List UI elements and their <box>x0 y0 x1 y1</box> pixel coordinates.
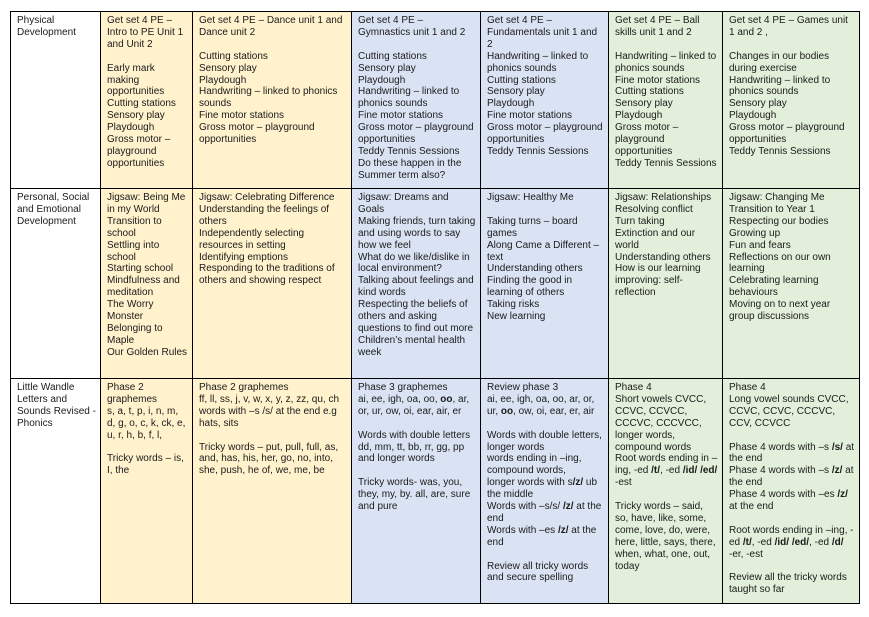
term-cell-spring-2 <box>481 12 609 189</box>
line-segment: at the end <box>729 441 855 465</box>
term-cell-spring-1 <box>352 379 481 604</box>
phoneme-text: /t/ <box>742 536 752 548</box>
cell-line: Fun and fears <box>729 239 791 251</box>
phoneme-text: /z/ <box>557 524 569 536</box>
cell-line: Understanding others <box>615 251 711 263</box>
cell-line: Celebrating learning behaviours <box>729 275 819 299</box>
line-segment: , -ed <box>809 536 832 548</box>
cell-line: Independently selecting resources in setting <box>199 227 305 251</box>
cell-paragraph <box>358 382 476 418</box>
cell-line: Gross motor – playground opportunities <box>199 122 315 146</box>
cell-content <box>193 189 351 378</box>
cell-line: Responding to the traditions of others and showing respect <box>199 263 335 287</box>
phoneme-text: oo <box>500 405 514 417</box>
cell-line: Handwriting – linked to phonics sounds <box>199 86 338 110</box>
line-segment: at the end <box>487 524 597 548</box>
cell-line <box>487 525 604 549</box>
cell-line: Playdough <box>107 122 155 134</box>
cell-line: Sensory play <box>487 86 545 98</box>
cell-line: Cutting stations <box>358 50 427 62</box>
cell-line: Teddy Tennis Sessions <box>729 145 831 157</box>
term-cell-summer-2 <box>723 379 860 604</box>
cell-line: Phase 3 graphemes <box>358 382 448 393</box>
phoneme-text: /ed/ <box>791 536 810 548</box>
cell-line: Respecting our bodies <box>729 215 829 227</box>
cell-paragraph <box>729 15 855 39</box>
cell-paragraph <box>615 501 718 572</box>
cell-line: Sensory play <box>199 62 257 74</box>
curriculum-table <box>10 11 860 604</box>
cell-paragraph <box>199 51 347 146</box>
line-segment: at the end <box>729 501 774 513</box>
cell-line: Jigsaw: Relationships <box>615 192 712 203</box>
cell-line: Get set 4 PE – Games unit 1 and 2 , <box>729 15 848 38</box>
cell-paragraph <box>729 442 855 513</box>
cell-paragraph <box>615 15 718 39</box>
cell-content <box>609 189 722 378</box>
term-cell-summer-2 <box>723 12 860 189</box>
cell-line: Gross motor – playground opportunities <box>107 134 171 169</box>
cell-line: Understanding the feelings of others <box>199 203 330 227</box>
line-segment: at the end <box>729 465 854 489</box>
cell-line: Growing up <box>729 227 781 239</box>
cell-line: Review all tricky words and secure spelling <box>487 560 589 584</box>
cell-line: ff, ll, ss, j, v, w, x, y, z, zz, qu, ch <box>199 393 340 405</box>
cell-paragraph <box>199 382 347 430</box>
line-segment: Words with –s/s/ <box>487 501 563 513</box>
cell-line: Sensory play <box>729 98 787 110</box>
cell-line <box>487 501 604 525</box>
area-label: Little Wandle Letters and Sounds Revised - Phonics <box>17 382 96 429</box>
line-segment: ai, ee, igh, oa, oo, ar, or, ur, <box>487 393 595 417</box>
cell-line: Handwriting – linked to phonics sounds <box>358 86 460 110</box>
cell-line: Moving on to next year group discussions <box>729 299 831 323</box>
cell-content <box>101 379 192 603</box>
cell-line: Taking risks <box>487 299 540 311</box>
term-cell-summer-1 <box>609 189 723 379</box>
cell-line: Cutting stations <box>615 86 684 98</box>
cell-line: Turn taking <box>615 215 665 227</box>
line-segment: , -ed <box>751 536 775 548</box>
cell-line: Gymnastics unit 1 and 2 <box>358 26 466 38</box>
cell-line: Jigsaw: Celebrating Difference <box>199 192 335 203</box>
cell-line: New learning <box>487 311 546 323</box>
area-label: Personal, Social and Emotional Development <box>17 192 90 227</box>
cell-paragraph <box>729 525 855 561</box>
cell-line: Identifying emptions <box>199 251 288 263</box>
term-cell-autumn-2 <box>193 379 352 604</box>
cell-paragraph <box>358 477 476 513</box>
cell-line <box>729 489 855 513</box>
cell-line: Review phase 3 <box>487 382 559 393</box>
cell-line: Fine motor stations <box>487 110 573 122</box>
cell-line: Fine motor stations <box>615 74 701 86</box>
cell-line: Fine motor stations <box>199 110 285 122</box>
cell-line: Understanding others <box>487 263 583 275</box>
cell-line: Do these happen in the Summer term also? <box>358 157 462 181</box>
cell-line: Phase 4 <box>615 382 652 393</box>
cell-line: Teddy Tennis Sessions <box>358 145 460 157</box>
cell-line: Playdough <box>199 74 247 86</box>
cell-line: words ending in –ing, <box>487 453 582 465</box>
cell-line: Gross motor – playground opportunities <box>615 122 679 157</box>
cell-line: Gross motor – playground opportunities <box>487 122 603 146</box>
phoneme-text: /id/ <box>774 536 790 548</box>
cell-line: Get set 4 PE – <box>358 15 424 26</box>
cell-line: Cutting stations <box>107 98 176 110</box>
cell-paragraph <box>729 382 855 430</box>
phoneme-text: /s/ <box>831 441 843 453</box>
cell-line: Get set 4 PE – Ball skills unit 1 and 2 <box>615 15 700 38</box>
cell-line: Review all the tricky words taught so far <box>729 572 847 596</box>
cell-content <box>352 12 480 188</box>
phoneme-text: /z/ <box>837 489 848 501</box>
cell-line: What do we like/dislike in local environment? <box>358 251 470 275</box>
term-cell-spring-2 <box>481 189 609 379</box>
cell-line: Sensory play <box>358 62 416 74</box>
area-label-cell <box>11 189 101 379</box>
cell-paragraph <box>487 15 604 158</box>
cell-line <box>729 525 855 549</box>
cell-line: Making friends, turn taking and using words to say how we feel <box>358 215 476 251</box>
line-segment: , -ed <box>660 465 683 477</box>
cell-paragraph <box>199 442 347 478</box>
term-cell-autumn-1 <box>101 379 193 604</box>
cell-line: Handwriting – linked to phonics sounds <box>729 74 831 98</box>
cell-line: Short vowels CVCC, CCVC, CCVCC, CCCVC, CCCVCC, longer words, compound words <box>615 393 707 453</box>
cell-line: words with –s /s/ at the end e.g hats, sits <box>199 405 337 429</box>
cell-line: Tricky words- was, you, they, my, by. all, are, sure and pure <box>358 477 471 513</box>
cell-line: Tricky words – said, so, have, like, some, come, love, do, were, here, little, says, there, when, what, one, out, today <box>615 501 716 572</box>
cell-paragraph <box>358 51 476 182</box>
cell-paragraph <box>487 561 604 585</box>
area-label: Physical Development <box>17 15 76 38</box>
cell-line: Teddy Tennis Sessions <box>615 157 717 169</box>
cell-content <box>609 12 722 188</box>
cell-line: Tricky words – put, pull, full, as, and, has, his, her, go, no, into, she, push, he of, we, me, be <box>199 441 339 477</box>
cell-content <box>481 189 608 378</box>
cell-line: Transition to Year 1 <box>729 203 815 215</box>
term-cell-summer-1 <box>609 379 723 604</box>
line-segment: Words with –es <box>487 524 558 536</box>
cell-paragraph <box>199 192 347 287</box>
cell-line: Gross motor – playground opportunities <box>358 122 474 146</box>
line-segment: Phase 4 words with –es <box>729 489 838 501</box>
phoneme-text: /z/ <box>572 477 584 489</box>
cell-line: Changes in our bodies during exercise <box>729 50 830 74</box>
cell-content <box>481 379 608 603</box>
cell-line: Jigsaw: Healthy Me <box>487 192 574 203</box>
area-label-cell <box>11 12 101 189</box>
cell-line: Children’s mental health week <box>358 334 466 358</box>
cell-line: Mindfulness and meditation <box>107 275 180 299</box>
phoneme-text: /z/ <box>562 501 574 513</box>
phoneme-text: /t/ <box>651 465 661 477</box>
cell-paragraph <box>615 382 718 489</box>
cell-line: Resolving conflict <box>615 203 693 215</box>
cell-line: s, a, t, p, i, n, m, d, g, o, c, k, ck, e, u, r, h, b, f, l, <box>107 405 186 441</box>
cell-line <box>358 394 476 418</box>
term-cell-autumn-1 <box>101 12 193 189</box>
phoneme-text: oo <box>440 393 453 405</box>
cell-line: Phase 2 graphemes <box>199 382 289 393</box>
line-segment: , ar, or, ur, ow, oi, ear, air, er <box>358 393 470 417</box>
line-segment: longer words with s <box>487 477 573 489</box>
cell-line: Phase 2 graphemes <box>107 382 158 405</box>
cell-line: Handwriting – linked to phonics sounds <box>615 50 717 74</box>
cell-line <box>487 477 604 501</box>
cell-paragraph <box>358 430 476 466</box>
cell-paragraph <box>487 216 604 323</box>
phoneme-text: /z/ <box>831 465 843 477</box>
cell-content <box>723 189 859 378</box>
cell-line <box>487 394 604 418</box>
cell-line: Playdough <box>615 110 663 122</box>
cell-paragraph <box>729 192 855 323</box>
cell-line: Our Golden Rules <box>107 346 188 358</box>
line-segment: Root words ending in –ing, -ed <box>729 524 854 548</box>
cell-content <box>193 12 351 188</box>
cell-line: Handwriting – linked to phonics sounds <box>487 50 589 74</box>
cell-line: Belonging to Maple <box>107 322 163 346</box>
line-segment: Phase 4 words with –s <box>729 465 832 477</box>
term-cell-summer-1 <box>609 12 723 189</box>
term-cell-summer-2 <box>723 189 860 379</box>
cell-content <box>352 189 480 378</box>
cell-content <box>101 12 192 188</box>
cell-line: Get set 4 PE – Fundamentals unit 1 and 2 <box>487 15 598 50</box>
line-segment: Phase 4 words with –s <box>729 441 832 453</box>
cell-line: Playdough <box>358 74 406 86</box>
cell-line: compound words, <box>487 465 566 477</box>
cell-paragraph <box>358 192 476 359</box>
cell-paragraph <box>107 192 188 359</box>
cell-line <box>615 453 718 477</box>
cell-line: How is our learning improving: self-reflection <box>615 263 701 299</box>
line-segment: Root words ending in –ing, -ed <box>615 453 718 477</box>
cell-line: Along Came a Different – text <box>487 239 600 263</box>
cell-line: Fine motor stations <box>358 110 444 122</box>
cell-line: Extinction and our world <box>615 227 696 251</box>
table-row <box>11 379 860 604</box>
cell-line: Sensory play <box>107 110 165 122</box>
cell-line: Playdough <box>487 98 535 110</box>
phoneme-text: /d/ <box>831 536 844 548</box>
cell-paragraph <box>107 15 188 51</box>
cell-content <box>723 379 859 603</box>
line-segment: at the end <box>487 501 602 524</box>
cell-paragraph <box>487 192 604 204</box>
cell-line: Get set 4 PE – Intro to PE Unit 1 and Unit 2 <box>107 15 184 50</box>
cell-line: Jigsaw: Being Me in my World <box>107 192 186 215</box>
term-cell-spring-1 <box>352 12 481 189</box>
cell-line: Reflections on our own learning <box>729 251 831 275</box>
cell-line: The Worry Monster <box>107 299 154 323</box>
cell-line: -est <box>615 477 632 489</box>
line-segment: ub the middle <box>487 477 598 501</box>
cell-line: Sensory play <box>615 98 673 110</box>
phoneme-text: /ed/ <box>700 465 718 477</box>
cell-paragraph <box>199 15 347 39</box>
cell-line: Finding the good in learning of others <box>487 275 573 299</box>
cell-line: Cutting stations <box>487 74 556 86</box>
cell-line: Words with double letters, longer words <box>487 429 602 453</box>
cell-paragraph <box>107 453 188 477</box>
cell-line: Get set 4 PE – Dance unit 1 and Dance unit 2 <box>199 15 343 38</box>
cell-content <box>481 12 608 188</box>
cell-paragraph <box>107 382 188 442</box>
cell-content <box>101 189 192 378</box>
cell-paragraph <box>729 51 855 158</box>
line-segment: , ow, oi, ear, er, air <box>513 405 595 417</box>
cell-line: Transition to school <box>107 215 162 239</box>
cell-line: Talking about feelings and kind words <box>358 275 474 299</box>
cell-line: Early mark making opportunities <box>107 62 165 98</box>
term-cell-autumn-2 <box>193 12 352 189</box>
table-row <box>11 189 860 379</box>
cell-line: Respecting the beliefs of others and asking questions to find out more <box>358 299 474 334</box>
cell-line <box>729 442 855 466</box>
cell-line: Long vowel sounds CVCC, CCVC, CCVC, CCCVC, CCV, CCVCC <box>729 393 849 429</box>
cell-line: Cutting stations <box>199 50 268 62</box>
cell-line: Starting school <box>107 263 174 275</box>
phoneme-text: /id/ <box>682 465 698 477</box>
cell-line: -er, -est <box>729 548 763 560</box>
cell-paragraph <box>107 63 188 170</box>
cell-line: Jigsaw: Dreams and Goals <box>358 192 449 215</box>
cell-line: Phase 4 <box>729 382 766 393</box>
cell-line: Tricky words – is, I, the <box>107 453 184 477</box>
term-cell-spring-2 <box>481 379 609 604</box>
table-row <box>11 12 860 189</box>
term-cell-autumn-2 <box>193 189 352 379</box>
cell-paragraph <box>729 572 855 596</box>
cell-paragraph <box>615 51 718 170</box>
cell-paragraph <box>358 15 476 39</box>
cell-line: Settling into school <box>107 239 160 263</box>
cell-line: Gross motor – playground opportunities <box>729 122 845 146</box>
cell-paragraph <box>615 192 718 299</box>
term-cell-autumn-1 <box>101 189 193 379</box>
line-segment: ai, ee, igh, oa, oo, <box>358 393 441 405</box>
cell-content <box>352 379 480 603</box>
cell-content <box>609 379 722 603</box>
term-cell-spring-1 <box>352 189 481 379</box>
cell-line: Teddy Tennis Sessions <box>487 145 589 157</box>
cell-line: Playdough <box>729 110 777 122</box>
cell-paragraph <box>487 382 604 418</box>
cell-content <box>723 12 859 188</box>
cell-line: Taking turns – board games <box>487 215 578 239</box>
cell-content <box>193 379 351 603</box>
area-label-cell <box>11 379 101 604</box>
cell-line <box>729 465 855 489</box>
cell-line: Jigsaw: Changing Me <box>729 192 825 203</box>
cell-paragraph <box>487 430 604 549</box>
cell-line: Words with double letters dd, mm, tt, bb, rr, gg, pp and longer words <box>358 429 471 465</box>
curriculum-table-body <box>11 12 860 604</box>
